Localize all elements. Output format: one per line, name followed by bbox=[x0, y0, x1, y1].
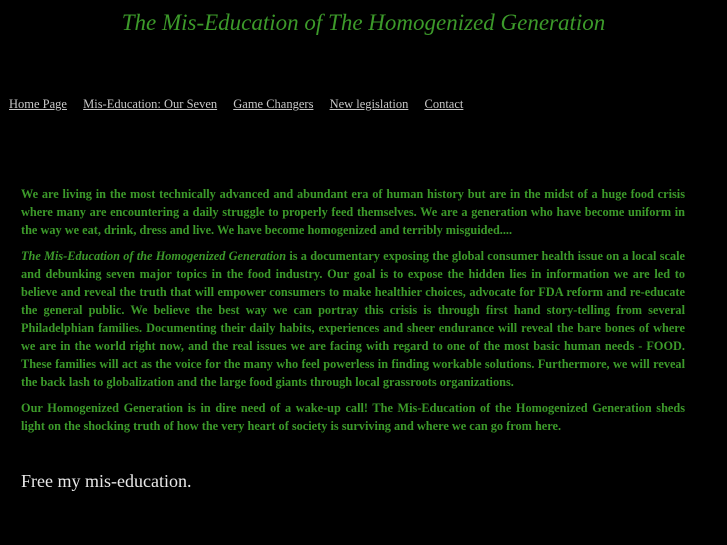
nav-link-mis-education-our-seven[interactable]: Mis-Education: Our Seven bbox=[83, 97, 218, 111]
main-nav bbox=[9, 97, 476, 112]
wake-up-paragraph: Our Homogenized Generation is in dire need of a wake-up call! The Mis-Education of the Homogenized Generation sheds light on the shocking truth of how the very heart of society is surviving and where we can go from here. bbox=[21, 401, 685, 433]
documentary-description: is a documentary exposing the global consumer health issue on a local scale and debunking seven major topics in the food industry. Our goal is to expose the hidden lies in information we are led to believe and reveal the truth that will empower consumers to make healthier choices, advocate for FDA reform and re-educate the general public. We believe the best way we can portray this crisis is through first hand story-telling from several Philadelphian families. Documenting their daily habits, experiences and sheer endurance will reveal the bare bones of where we are in the world right now, and the real issues we are facing with regard to one of the most basic human needs - FOOD. These families will act as the voice for the many who feel powerless in finding workable solutions. Furthermore, we will reveal the back lash to globalization and the large food giants through local grassroots organizations. bbox=[21, 249, 685, 389]
main-content bbox=[21, 185, 685, 443]
intro-paragraph: We are living in the most technically advanced and abundant era of human history but are in the midst of a huge food crisis where many are encountering a daily struggle to properly feed themselves. We are a generation who have become uniform in the way we eat, drink, dress and live. We have become homogenized and terribly misguided.... bbox=[21, 187, 685, 237]
nav-link-home-page[interactable]: Home Page bbox=[9, 97, 67, 111]
nav-link-contact[interactable]: Contact bbox=[424, 97, 464, 111]
nav-link-game-changers[interactable]: Game Changers bbox=[233, 97, 314, 111]
documentary-title: The Mis-Education of the Homogenized Generation bbox=[21, 249, 287, 263]
tagline: Free my mis-education. bbox=[21, 471, 192, 491]
nav-link-new-legislation[interactable]: New legislation bbox=[329, 97, 409, 111]
documentary-paragraph bbox=[21, 247, 685, 391]
page-title: The Mis-Education of The Homogenized Generation bbox=[121, 10, 606, 35]
